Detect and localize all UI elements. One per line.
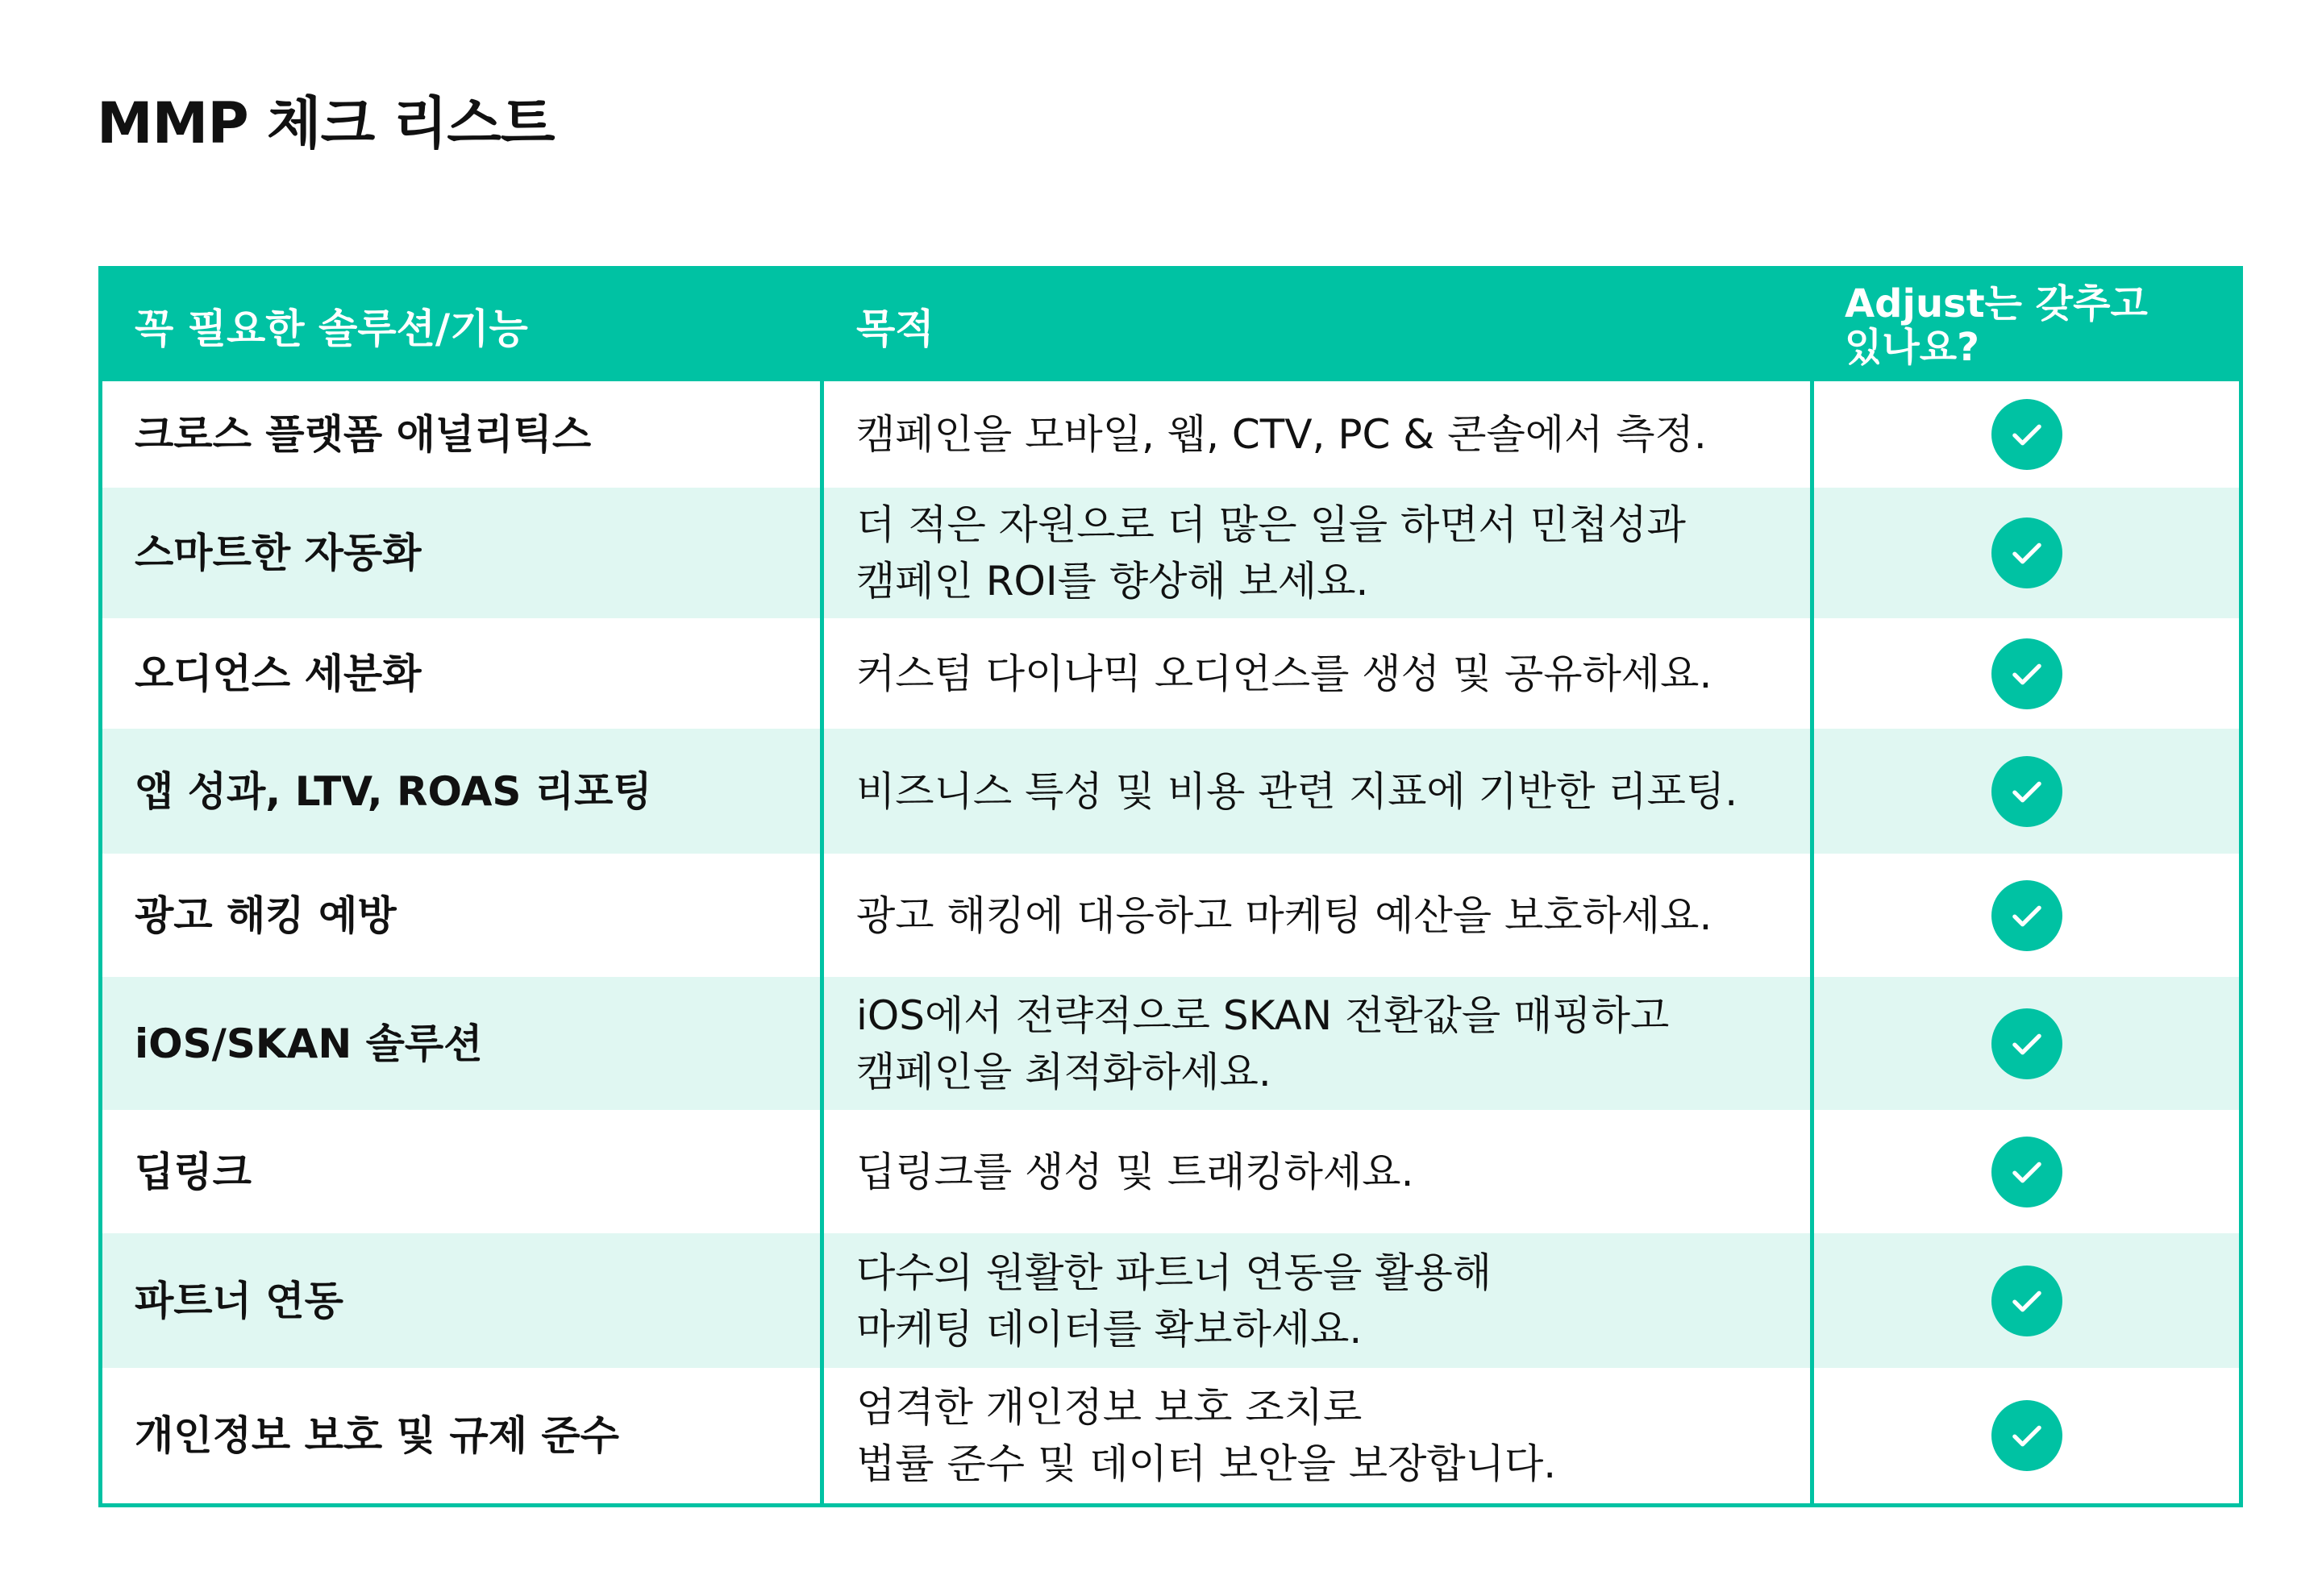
feature-cell: 크로스 플랫폼 애널리틱스: [135, 411, 592, 458]
check-cell: [1810, 1233, 2239, 1368]
table-header-row: [102, 270, 2239, 381]
purpose-cell: 엄격한 개인정보 보호 조치로 법률 준수 및 데이터 보안을 보장합니다.: [820, 1368, 1810, 1503]
header-feature: 꼭 필요한 솔루션/기능: [135, 305, 528, 352]
check-cell: [1810, 854, 2239, 977]
check-cell: [1810, 618, 2239, 729]
check-cell: [1810, 729, 2239, 854]
feature-cell: 앱 성과, LTV, ROAS 리포팅: [135, 767, 652, 815]
check-cell: [1810, 1110, 2239, 1233]
purpose-cell: iOS에서 전략적으로 SKAN 전환값을 매핑하고 캠페인을 최적화하세요.: [820, 977, 1810, 1110]
check-cell: [1810, 977, 2239, 1110]
purpose-cell: 캠페인을 모바일, 웹, CTV, PC & 콘솔에서 측정.: [820, 381, 1810, 488]
check-icon: [1991, 1400, 2062, 1471]
check-icon: [1991, 1266, 2062, 1336]
check-icon: [1991, 399, 2062, 470]
check-cell: [1810, 1368, 2239, 1503]
header-purpose: 목적: [820, 270, 1810, 381]
table-row: [102, 1110, 2239, 1233]
table-row: [102, 488, 2239, 618]
feature-cell: 파트너 연동: [135, 1277, 343, 1324]
feature-cell: 개인정보 보호 및 규제 준수: [135, 1412, 619, 1459]
check-icon: [1991, 880, 2062, 951]
purpose-cell: 커스텀 다이나믹 오디언스를 생성 및 공유하세요.: [820, 618, 1810, 729]
check-icon: [1991, 1008, 2062, 1079]
purpose-cell: 비즈니스 특성 및 비용 관련 지표에 기반한 리포팅.: [820, 729, 1810, 854]
table-row: [102, 618, 2239, 729]
checklist-table: [98, 266, 2243, 1507]
purpose-cell: 다수의 원활한 파트너 연동을 활용해 마케팅 데이터를 확보하세요.: [820, 1233, 1810, 1368]
purpose-cell: 더 적은 자원으로 더 많은 일을 하면서 민첩성과 캠페인 ROI를 향상해 보세요.: [820, 488, 1810, 618]
check-cell: [1810, 488, 2239, 618]
purpose-cell: 광고 해킹에 대응하고 마케팅 예산을 보호하세요.: [820, 854, 1810, 977]
feature-cell: 스마트한 자동화: [135, 530, 422, 576]
check-icon: [1991, 756, 2062, 827]
check-icon: [1991, 517, 2062, 588]
feature-cell: iOS/SKAN 솔루션: [135, 1020, 483, 1067]
page-title: MMP 체크 리스트: [97, 90, 555, 156]
header-adjust: Adjust는 갖추고 있나요?: [1810, 270, 2239, 381]
check-icon: [1991, 638, 2062, 709]
feature-cell: 딥링크: [135, 1148, 252, 1195]
check-cell: [1810, 381, 2239, 488]
table-row: [102, 729, 2239, 854]
feature-cell: 오디언스 세분화: [135, 650, 422, 697]
feature-cell: 광고 해킹 예방: [135, 892, 397, 939]
purpose-cell: 딥링크를 생성 및 트래킹하세요.: [820, 1110, 1810, 1233]
table-row: [102, 1368, 2239, 1503]
check-icon: [1991, 1137, 2062, 1207]
table-row: [102, 977, 2239, 1110]
table-row: [102, 381, 2239, 488]
table-row: [102, 1233, 2239, 1368]
table-row: [102, 854, 2239, 977]
